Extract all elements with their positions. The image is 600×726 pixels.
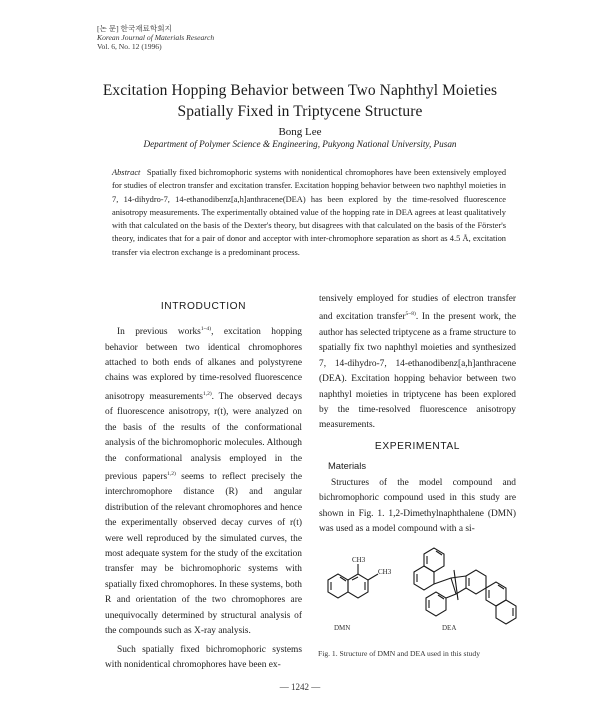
intro-paragraph-continued [319,292,516,434]
dmn-structure [328,564,378,598]
text-run: seems to reflect precisely the interchromophore distance (R) and angular distribution of the relevant chromophores and hence the experimentally observed decay curves of r(t) were well reproduced by the simulated curves, the most adequate system for the study of the excitation transfer may be bichromophoric systems with spatially fixed chromophores. In these systems, both R and orientation of the two chromophores are unequivocally determined by structural analysis of the compounds such as X-ray analysis. [105,472,302,637]
text-run: . In the present work, the author has selected triptycene as a frame structure to spatially fix two naphthyl moieties and synthesized 7, 14-dihydro-7, 14-ethanodibenz[a,h]anthracene (DEA). Excitation hopping behavior between two naphthyl moieties in triptycene has been explored by the time-resolved fluorescence anisotropy measurements. [319,312,516,431]
citation-ref: 1,2) [167,470,176,477]
title-line-1: Excitation Hopping Behavior between Two Naphthyl Moieties [102,82,498,99]
citation-ref: 1,2) [202,390,212,397]
text-run: , excitation hopping behavior between two identical chromophores attached to both ends of alkanes and polystyrene chains was explored by time-resolved fluorescence anisotropy measurements [105,327,302,402]
molecular-structures-diagram [306,540,536,650]
ch3-label-1: CH3 [352,556,366,564]
dmn-label: DMN [334,624,351,632]
paper-title [60,80,540,122]
page-number: — 1242 — [279,682,321,692]
section-heading-introduction: INTRODUCTION [160,301,247,312]
intro-paragraph-2: Such spatially fixed bichromophoric systems with nonidentical chromophores have been ex- [105,644,302,670]
journal-english-name: Korean Journal of Materials Research [97,33,215,42]
journal-korean-label: [논 문] 한국재료학회지 [97,24,172,33]
subsection-heading-materials: Materials [328,460,367,471]
text-run: tensively employed for studies of electron transfer and excitation transfer [319,294,516,323]
left-column [105,322,302,673]
citation-ref: 1~4) [200,326,212,332]
journal-header [97,24,214,51]
citation-ref: 5~8) [405,311,416,318]
intro-paragraph-1 [105,322,302,640]
right-column [319,292,516,434]
dea-structure [414,548,516,624]
figure-1 [306,540,536,650]
materials-column [319,476,516,538]
figure-caption: Fig. 1. Structure of DMN and DEA used in this study [318,649,480,658]
abstract-text: Spatially fixed bichromophoric systems with nonidentical chromophores have been extensively employed for studies of electron transfer and excitation transfer. Excitation hopping behavior between two naphthyl moieties in 7, 14-dihydro-7, 14-ethanodibenz[a,h]anthracene(DEA) has been explored by the time-resolved fluorescence anisotropy measurements. The experimentally obtained value of the hopping rate in DEA agrees at least qualitatively with that calculated on the basis of the Dexter's theory, but disagrees with that calculated on the basis of the Förster's theory, indicates that for a pair of donor and acceptor with inter-chromophore separation as short as 4.5 Å, excitation transfer via electron exchange is a predominant process. [112,168,507,257]
journal-volume: Vol. 6, No. 12 (1996) [97,42,162,51]
author-affiliation: Department of Polymer Science & Engineering, Pukyong National University, Pusan [143,139,457,149]
text-run: . The observed decays of fluorescence anisotropy, r(t), were analyzed on the basis of the results of the conformational analysis of the bichromophoric molecules. Although the conformational analysis employed in the previous papers [105,391,302,483]
author-name: Bong Lee [278,126,322,138]
materials-paragraph: Structures of the model compound and bichromophoric compound used in this study are shown in Fig. 1. 1,2-Dimethylnaphthalene (DMN) was used as a model compound with a si- [319,478,516,535]
section-heading-experimental: EXPERIMENTAL [374,441,461,452]
text-run: In previous works [117,327,201,338]
abstract-label: Abstract [112,168,141,177]
abstract-block [112,166,506,259]
dea-label: DEA [442,624,457,632]
title-line-2: Spatially Fixed in Triptycene Structure [177,103,423,120]
ch3-label-2: CH3 [378,568,392,576]
